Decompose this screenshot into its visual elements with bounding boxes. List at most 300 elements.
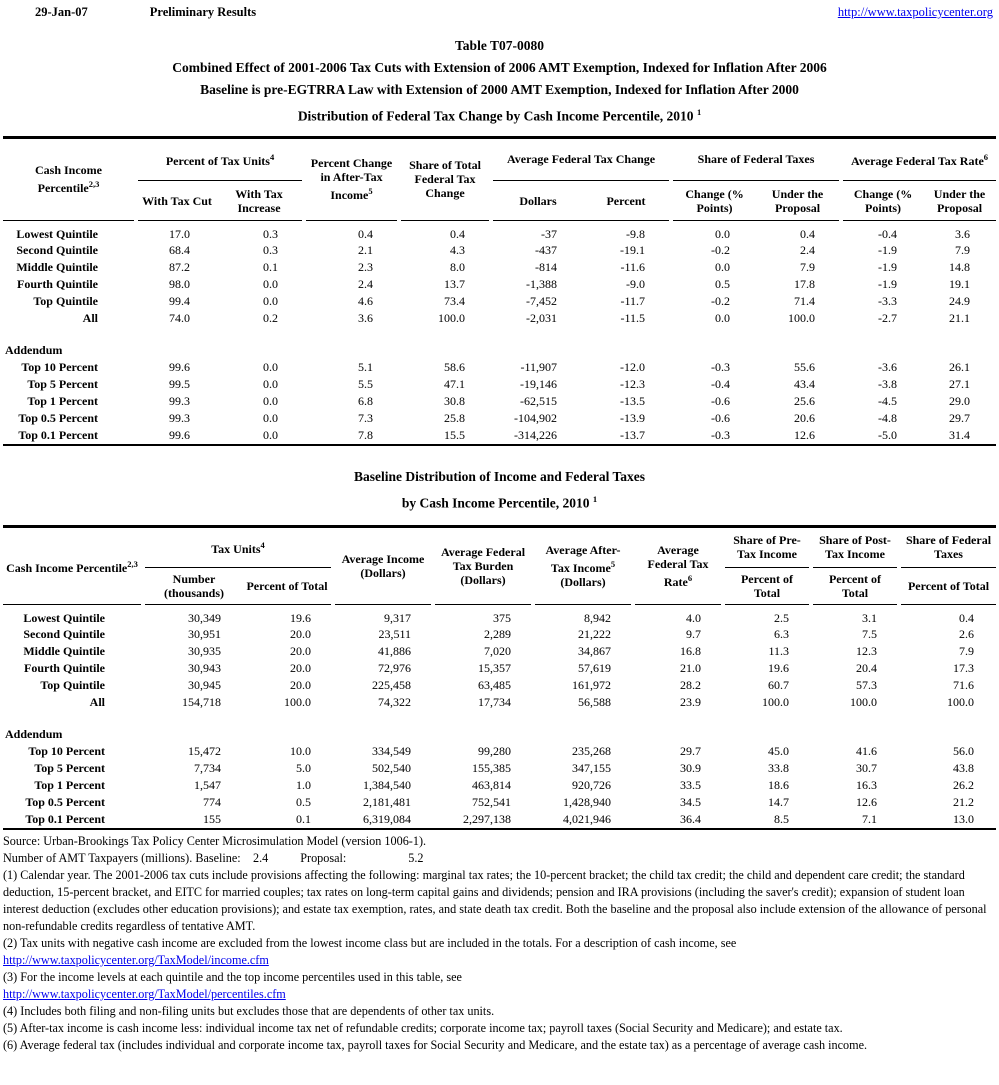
row-label: Top 1 Percent bbox=[34, 778, 105, 792]
cell-value: 0.0 bbox=[263, 360, 279, 374]
cell-value: -11.7 bbox=[620, 294, 646, 308]
cell-value: -2.7 bbox=[878, 311, 898, 325]
cell-value: 87.2 bbox=[169, 260, 190, 274]
cell-value: -0.4 bbox=[878, 227, 898, 241]
report-date: 29-Jan-07 bbox=[35, 5, 88, 19]
cell-value: 235,268 bbox=[572, 744, 611, 758]
cell-value: 0.4 bbox=[959, 611, 974, 625]
column-header-change-points: Change (% Points) bbox=[671, 181, 756, 221]
cell-value: -3.6 bbox=[878, 360, 898, 374]
cell-value: 19.1 bbox=[949, 277, 971, 291]
column-header-average-federal-tax-rate: Average Federal Tax Rate$^6$ bbox=[633, 528, 723, 605]
column-group-average-federal-tax-change: Average Federal Tax Change bbox=[491, 139, 671, 181]
cell-value: 752,541 bbox=[472, 795, 511, 809]
cell-value: 30,951 bbox=[188, 627, 221, 641]
cell-value: 72,976 bbox=[378, 661, 411, 675]
column-header-pct-change-after-tax-income: Percent Change in After-Tax Income$^5$ bbox=[304, 139, 399, 221]
cell-value: 0.5 bbox=[296, 795, 311, 809]
row-label: Fourth Quintile bbox=[23, 661, 105, 675]
cell-value: 99.6 bbox=[169, 360, 190, 374]
cell-value: 0.0 bbox=[263, 428, 279, 442]
cell-value: 68.4 bbox=[169, 243, 190, 257]
addendum-header-row bbox=[3, 342, 996, 359]
row-label: All bbox=[89, 695, 105, 709]
table-row bbox=[3, 359, 996, 376]
cell-value: -12.0 bbox=[620, 360, 646, 374]
row-label: Top 5 Percent bbox=[34, 761, 105, 775]
column-group-share-pre-tax-income: Share of Pre-Tax Income bbox=[723, 528, 811, 568]
cell-value: 100.0 bbox=[788, 311, 816, 325]
cell-value: 3.6 bbox=[955, 227, 971, 241]
cell-value: 43.8 bbox=[953, 761, 974, 775]
cell-value: 0.4 bbox=[450, 227, 466, 241]
amt-baseline-value: 2.4 bbox=[253, 851, 269, 865]
row-label: Second Quintile bbox=[23, 627, 105, 641]
cell-value: 0.0 bbox=[715, 227, 731, 241]
cell-value: 8.5 bbox=[774, 812, 789, 826]
cell-value: 5.5 bbox=[358, 377, 374, 391]
cell-value: 155 bbox=[203, 812, 221, 826]
column-header-pre-tax-percent-of-total: Percent of Total bbox=[723, 568, 811, 605]
column-header-share-total-federal-tax-change: Share of Total Federal Tax Change bbox=[399, 139, 491, 221]
cell-value: -5.0 bbox=[878, 428, 898, 442]
table-row bbox=[3, 221, 996, 243]
cell-value: 30.8 bbox=[444, 394, 466, 408]
cell-value: 71.4 bbox=[794, 294, 816, 308]
cell-value: 0.5 bbox=[715, 277, 731, 291]
cell-value: 7.9 bbox=[955, 243, 971, 257]
cell-value: -19,146 bbox=[520, 377, 558, 391]
cell-value: 41.6 bbox=[856, 744, 877, 758]
cell-value: 13.0 bbox=[953, 812, 974, 826]
table-row bbox=[3, 393, 996, 410]
cell-value: 34.5 bbox=[680, 795, 701, 809]
cell-value: 9.7 bbox=[686, 627, 701, 641]
cell-value: 100.0 bbox=[284, 695, 311, 709]
cell-value: 0.0 bbox=[715, 260, 731, 274]
cell-value: -62,515 bbox=[520, 394, 558, 408]
table-row bbox=[3, 259, 996, 276]
cell-value: 0.4 bbox=[800, 227, 816, 241]
column-header-rate-under-the-proposal: Under the Proposal bbox=[923, 181, 996, 221]
percentiles-link[interactable]: http://www.taxpolicycenter.org/TaxModel/percentiles.cfm bbox=[3, 987, 286, 1001]
cell-value: 21,222 bbox=[578, 627, 611, 641]
cell-value: 4.6 bbox=[358, 294, 374, 308]
row-label: Fourth Quintile bbox=[16, 277, 98, 291]
cell-value: 25.8 bbox=[444, 411, 466, 425]
footnote-4: (4) Includes both filing and non-filing units but excludes those that are dependents of other tax units. bbox=[3, 1004, 495, 1018]
cell-value: 26.2 bbox=[953, 778, 974, 792]
cell-value: 4,021,946 bbox=[563, 812, 611, 826]
table-row bbox=[3, 376, 996, 393]
spacer-row bbox=[3, 711, 996, 726]
cell-value: 100.0 bbox=[850, 695, 877, 709]
cell-value: 7.1 bbox=[862, 812, 877, 826]
cell-value: 23,511 bbox=[378, 627, 411, 641]
column-header-average-federal-tax-burden: Average Federal Tax Burden (Dollars) bbox=[433, 528, 533, 605]
title-line-2: Combined Effect of 2001-2006 Tax Cuts with Extension of 2006 AMT Exemption, Indexed for Inflation After 2006 bbox=[172, 60, 827, 75]
column-header-dollars: Dollars bbox=[491, 181, 583, 221]
table2-title-line-2: by Cash Income Percentile, 2010 $^1$ bbox=[401, 494, 598, 511]
table-row bbox=[3, 427, 996, 444]
cell-value: 502,540 bbox=[372, 761, 411, 775]
cell-value: 20.4 bbox=[856, 661, 877, 675]
cell-value: -13.9 bbox=[620, 411, 646, 425]
cell-value: 7.5 bbox=[862, 627, 877, 641]
cell-value: 56.0 bbox=[953, 744, 974, 758]
tax-change-table bbox=[3, 139, 996, 445]
column-header-fed-taxes-percent-of-total: Percent of Total bbox=[899, 568, 996, 605]
cell-value: 1.0 bbox=[296, 778, 311, 792]
column-header-average-after-tax-income: Average After-Tax Income$^5$ (Dollars) bbox=[533, 528, 633, 605]
cell-value: -4.8 bbox=[878, 411, 898, 425]
cell-value: 7.8 bbox=[358, 428, 374, 442]
cell-value: 30,943 bbox=[188, 661, 221, 675]
column-header-percent-of-total: Percent of Total bbox=[243, 568, 333, 605]
cell-value: 16.3 bbox=[856, 778, 877, 792]
cell-value: 28.2 bbox=[680, 678, 701, 692]
cell-value: -0.2 bbox=[711, 243, 731, 257]
cell-value: 0.3 bbox=[263, 243, 279, 257]
column-group-percent-tax-units: Percent of Tax Units$^4$ bbox=[136, 139, 304, 181]
cell-value: -13.7 bbox=[620, 428, 646, 442]
cell-value: 25.6 bbox=[794, 394, 816, 408]
cell-value: 2.4 bbox=[358, 277, 374, 291]
cell-value: 2,297,138 bbox=[463, 812, 511, 826]
cell-value: 4.3 bbox=[450, 243, 466, 257]
amt-proposal-label: Proposal: bbox=[300, 851, 347, 865]
cell-value: 20.0 bbox=[290, 661, 311, 675]
cell-value: 0.0 bbox=[263, 377, 279, 391]
cell-value: -9.8 bbox=[626, 227, 646, 241]
cell-value: 15.5 bbox=[444, 428, 466, 442]
baseline-distribution-table bbox=[3, 528, 996, 829]
row-label: All bbox=[82, 311, 98, 325]
cell-value: 98.0 bbox=[169, 277, 190, 291]
table-row bbox=[3, 410, 996, 427]
cell-value: 30,945 bbox=[188, 678, 221, 692]
table-number: Table T07-0080 bbox=[455, 38, 544, 53]
footnote-2-link-line bbox=[3, 952, 996, 969]
table2-body bbox=[3, 605, 996, 829]
cell-value: 74.0 bbox=[169, 311, 190, 325]
cell-value: 0.1 bbox=[263, 260, 279, 274]
cell-value: 0.0 bbox=[263, 394, 279, 408]
cell-value: 1,428,940 bbox=[563, 795, 611, 809]
column-header-under-the-proposal: Under the Proposal bbox=[756, 181, 841, 221]
footnote-5: (5) After-tax income is cash income less: individual income tax net of refundable credits; corporate income tax; payroll taxes (Social Security and Medicare); and estate tax. bbox=[3, 1021, 843, 1035]
cell-value: 100.0 bbox=[438, 311, 466, 325]
row-label: Top Quintile bbox=[33, 294, 98, 308]
table2-title bbox=[0, 466, 999, 515]
cell-value: 11.3 bbox=[768, 644, 789, 658]
cell-value: 33.5 bbox=[680, 778, 701, 792]
table-row bbox=[3, 760, 996, 777]
cell-value: 5.1 bbox=[358, 360, 374, 374]
cell-value: 30.7 bbox=[856, 761, 877, 775]
cell-value: 55.6 bbox=[794, 360, 816, 374]
cell-value: 0.0 bbox=[263, 294, 279, 308]
cell-value: 225,458 bbox=[372, 678, 411, 692]
row-label: Lowest Quintile bbox=[23, 611, 105, 625]
column-header-with-tax-cut: With Tax Cut bbox=[136, 181, 216, 221]
source-line: Source: Urban-Brookings Tax Policy Center Microsimulation Model (version 1006-1). bbox=[3, 834, 427, 848]
cell-value: 13.7 bbox=[444, 277, 466, 291]
table-row bbox=[3, 660, 996, 677]
cell-value: 375 bbox=[493, 611, 511, 625]
cell-value: 45.0 bbox=[768, 744, 789, 758]
income-definition-link[interactable]: http://www.taxpolicycenter.org/TaxModel/income.cfm bbox=[3, 953, 269, 967]
row-label: Top 10 Percent bbox=[21, 360, 98, 374]
cell-value: 2,289 bbox=[484, 627, 511, 641]
cell-value: 0.0 bbox=[263, 277, 279, 291]
column-header-number-thousands: Number (thousands) bbox=[143, 568, 243, 605]
cell-value: 100.0 bbox=[947, 695, 974, 709]
cell-value: 23.9 bbox=[680, 695, 701, 709]
cell-value: 20.0 bbox=[290, 644, 311, 658]
spacer-row bbox=[3, 327, 996, 342]
column-header-rate-change-points: Change (% Points) bbox=[841, 181, 923, 221]
cell-value: 99.5 bbox=[169, 377, 190, 391]
row-label: Second Quintile bbox=[16, 243, 98, 257]
table2-title-line-1: Baseline Distribution of Income and Federal Taxes bbox=[353, 469, 645, 484]
cell-value: 16.8 bbox=[680, 644, 701, 658]
table-row bbox=[3, 811, 996, 828]
cell-value: -11,907 bbox=[520, 360, 558, 374]
cell-value: 17.0 bbox=[169, 227, 190, 241]
table-row bbox=[3, 677, 996, 694]
cell-value: -1.9 bbox=[878, 277, 898, 291]
cell-value: 17.3 bbox=[953, 661, 974, 675]
amt-baseline-label: Number of AMT Taxpayers (millions). Baseline: bbox=[3, 851, 241, 865]
cell-value: 8,942 bbox=[584, 611, 611, 625]
cell-value: 29.7 bbox=[680, 744, 701, 758]
cell-value: 33.8 bbox=[768, 761, 789, 775]
cell-value: -1.9 bbox=[878, 243, 898, 257]
column-header-post-tax-percent-of-total: Percent of Total bbox=[811, 568, 899, 605]
cell-value: 0.0 bbox=[263, 411, 279, 425]
cell-value: 3.6 bbox=[358, 311, 374, 325]
footnote-3-link-line bbox=[3, 986, 996, 1003]
cell-value: 920,726 bbox=[572, 778, 611, 792]
cell-value: 2.1 bbox=[358, 243, 374, 257]
cell-value: -0.6 bbox=[711, 411, 731, 425]
column-group-average-federal-tax-rate: Average Federal Tax Rate$^6$ bbox=[841, 139, 996, 181]
cell-value: -4.5 bbox=[878, 394, 898, 408]
table-row bbox=[3, 310, 996, 327]
cell-value: 63,485 bbox=[478, 678, 511, 692]
cell-value: 26.1 bbox=[949, 360, 971, 374]
footnote-3: (3) For the income levels at each quintile and the top income percentiles used in this table, see bbox=[3, 970, 462, 984]
page-header bbox=[0, 0, 999, 20]
cell-value: 463,814 bbox=[472, 778, 511, 792]
cell-value: 99.6 bbox=[169, 428, 190, 442]
row-label: Top Quintile bbox=[40, 678, 105, 692]
column-group-share-of-federal-taxes: Share of Federal Taxes bbox=[671, 139, 841, 181]
cell-value: -11.5 bbox=[620, 311, 646, 325]
cell-value: 2,181,481 bbox=[363, 795, 411, 809]
cell-value: -314,226 bbox=[514, 428, 558, 442]
cell-value: -12.3 bbox=[620, 377, 646, 391]
table-row bbox=[3, 242, 996, 259]
cell-value: -7,452 bbox=[526, 294, 558, 308]
table-row bbox=[3, 794, 996, 811]
table-row bbox=[3, 276, 996, 293]
cell-value: 0.4 bbox=[358, 227, 374, 241]
column-group-share-federal-taxes: Share of Federal Taxes bbox=[899, 528, 996, 568]
cell-value: 2.6 bbox=[959, 627, 974, 641]
cell-value: 15,472 bbox=[188, 744, 221, 758]
row-label: Top 10 Percent bbox=[28, 744, 105, 758]
preliminary-results-label: Preliminary Results bbox=[149, 5, 257, 19]
cell-value: 100.0 bbox=[762, 695, 789, 709]
cell-value: 1,547 bbox=[194, 778, 221, 792]
cell-value: 155,385 bbox=[472, 761, 511, 775]
table-row bbox=[3, 743, 996, 760]
cell-value: 4.0 bbox=[686, 611, 701, 625]
cell-value: 3.1 bbox=[862, 611, 877, 625]
cell-value: 57,619 bbox=[578, 661, 611, 675]
cell-value: -3.3 bbox=[878, 294, 898, 308]
cell-value: 774 bbox=[203, 795, 221, 809]
cell-value: 57.3 bbox=[856, 678, 877, 692]
row-label: Middle Quintile bbox=[16, 260, 98, 274]
cell-value: 27.1 bbox=[949, 377, 971, 391]
column-header-average-income: Average Income (Dollars) bbox=[333, 528, 433, 605]
addendum-label: Addendum bbox=[5, 727, 63, 741]
cell-value: 161,972 bbox=[572, 678, 611, 692]
row-label: Top 0.1 Percent bbox=[25, 812, 105, 826]
row-label: Top 0.5 Percent bbox=[18, 411, 98, 425]
cell-value: 20.0 bbox=[290, 627, 311, 641]
cell-value: 99.3 bbox=[169, 394, 190, 408]
title-line-3: Baseline is pre-EGTRRA Law with Extension of 2000 AMT Exemption, Indexed for Inflation After 2000 bbox=[200, 82, 799, 97]
cell-value: 10.0 bbox=[290, 744, 311, 758]
cell-value: 9,317 bbox=[384, 611, 411, 625]
cell-value: 21.1 bbox=[949, 311, 971, 325]
footnote-1: (1) Calendar year. The 2001-2006 tax cuts include provisions affecting the following: marginal tax rates; the 10-percent bracket; the child tax credit; the child and dependent care credit; the standard deduction, 15-percent bracket, and EITC for married couples; tax rates on long-term capital gains and dividends; pension and IRA provisions (including the saver's credit); expansion of student loan interest deduction (excludes other education provisions); and estate tax exemption, rates, and state death tax credit. Both the baseline and the proposal also include extension of the allowance of personal non-refundable credits regardless of tentative AMT. bbox=[3, 868, 987, 933]
cell-value: 2.4 bbox=[800, 243, 816, 257]
footnote-2: (2) Tax units with negative cash income are excluded from the lowest income class but are included in the totals. For a description of cash income, see bbox=[3, 936, 737, 950]
cell-value: 7.3 bbox=[358, 411, 374, 425]
cell-value: 19.6 bbox=[768, 661, 789, 675]
cell-value: 17,734 bbox=[478, 695, 511, 709]
title-block bbox=[0, 35, 999, 128]
cell-value: 0.1 bbox=[296, 812, 311, 826]
cell-value: 29.0 bbox=[949, 394, 971, 408]
cell-value: 0.3 bbox=[263, 227, 279, 241]
cell-value: 31.4 bbox=[949, 428, 971, 442]
addendum-header-row bbox=[3, 726, 996, 743]
cell-value: 60.7 bbox=[768, 678, 789, 692]
cell-value: 71.6 bbox=[953, 678, 974, 692]
cell-value: 14.7 bbox=[768, 795, 789, 809]
addendum-label: Addendum bbox=[5, 343, 63, 357]
table-row bbox=[3, 293, 996, 310]
column-header-percent: Percent bbox=[583, 181, 671, 221]
row-label: Top 5 Percent bbox=[27, 377, 98, 391]
cell-value: 21.2 bbox=[953, 795, 974, 809]
row-label: Top 1 Percent bbox=[27, 394, 98, 408]
cell-value: -2,031 bbox=[526, 311, 558, 325]
column-header-cash-income: Cash Income Percentile$^{2,3}$ bbox=[3, 139, 136, 221]
cell-value: -0.6 bbox=[711, 394, 731, 408]
cell-value: 6.8 bbox=[358, 394, 374, 408]
cell-value: 12.3 bbox=[856, 644, 877, 658]
table-row bbox=[3, 643, 996, 660]
cell-value: 7,734 bbox=[194, 761, 221, 775]
amt-proposal-value: 5.2 bbox=[408, 851, 424, 865]
cell-value: 99.4 bbox=[169, 294, 190, 308]
cell-value: -11.6 bbox=[620, 260, 646, 274]
cell-value: 58.6 bbox=[444, 360, 466, 374]
cell-value: 99.3 bbox=[169, 411, 190, 425]
amt-taxpayers-line bbox=[3, 850, 996, 867]
cell-value: -1.9 bbox=[878, 260, 898, 274]
row-label: Middle Quintile bbox=[23, 644, 105, 658]
taxpolicycenter-link[interactable]: http://www.taxpolicycenter.org bbox=[837, 5, 993, 19]
cell-value: -0.3 bbox=[711, 428, 731, 442]
table1-bottom-rule bbox=[3, 444, 996, 446]
cell-value: 56,588 bbox=[578, 695, 611, 709]
column-header-cash-income: Cash Income Percentile$^{2,3}$ bbox=[3, 528, 143, 605]
cell-value: 154,718 bbox=[182, 695, 221, 709]
cell-value: -104,902 bbox=[514, 411, 558, 425]
cell-value: -3.8 bbox=[878, 377, 898, 391]
column-header-with-tax-increase: With Tax Increase bbox=[216, 181, 304, 221]
cell-value: 6.3 bbox=[774, 627, 789, 641]
cell-value: 6,319,084 bbox=[363, 812, 411, 826]
cell-value: 74,322 bbox=[378, 695, 411, 709]
cell-value: 7.9 bbox=[959, 644, 974, 658]
cell-value: 12.6 bbox=[794, 428, 816, 442]
cell-value: 47.1 bbox=[444, 377, 466, 391]
cell-value: 34,867 bbox=[578, 644, 611, 658]
title-line-4: Distribution of Federal Tax Change by Cash Income Percentile, 2010 $^1$ bbox=[297, 107, 702, 124]
cell-value: 29.7 bbox=[949, 411, 971, 425]
cell-value: -13.5 bbox=[620, 394, 646, 408]
table-row bbox=[3, 605, 996, 627]
cell-value: 7.9 bbox=[800, 260, 816, 274]
table-row bbox=[3, 777, 996, 794]
cell-value: 12.6 bbox=[856, 795, 877, 809]
table2-bottom-rule bbox=[3, 828, 996, 830]
cell-value: 0.0 bbox=[715, 311, 731, 325]
row-label: Top 0.5 Percent bbox=[25, 795, 105, 809]
cell-value: 20.0 bbox=[290, 678, 311, 692]
table1-body bbox=[3, 221, 996, 445]
cell-value: 19.6 bbox=[290, 611, 311, 625]
cell-value: 41,886 bbox=[378, 644, 411, 658]
cell-value: 20.6 bbox=[794, 411, 816, 425]
cell-value: 99,280 bbox=[478, 744, 511, 758]
table-row bbox=[3, 626, 996, 643]
cell-value: 347,155 bbox=[572, 761, 611, 775]
cell-value: 7,020 bbox=[484, 644, 511, 658]
cell-value: 30.9 bbox=[680, 761, 701, 775]
footnote-6: (6) Average federal tax (includes individual and corporate income tax, payroll taxes for Social Security and Medicare, and the estate tax) as a percentage of average cash income. bbox=[3, 1038, 868, 1052]
cell-value: -1,388 bbox=[526, 277, 558, 291]
cell-value: 334,549 bbox=[372, 744, 411, 758]
cell-value: 0.2 bbox=[263, 311, 279, 325]
row-label: Lowest Quintile bbox=[16, 227, 98, 241]
cell-value: 24.9 bbox=[949, 294, 971, 308]
cell-value: -437 bbox=[535, 243, 558, 257]
cell-value: 21.0 bbox=[680, 661, 701, 675]
table-row bbox=[3, 694, 996, 711]
cell-value: 5.0 bbox=[296, 761, 311, 775]
column-group-share-post-tax-income: Share of Post-Tax Income bbox=[811, 528, 899, 568]
